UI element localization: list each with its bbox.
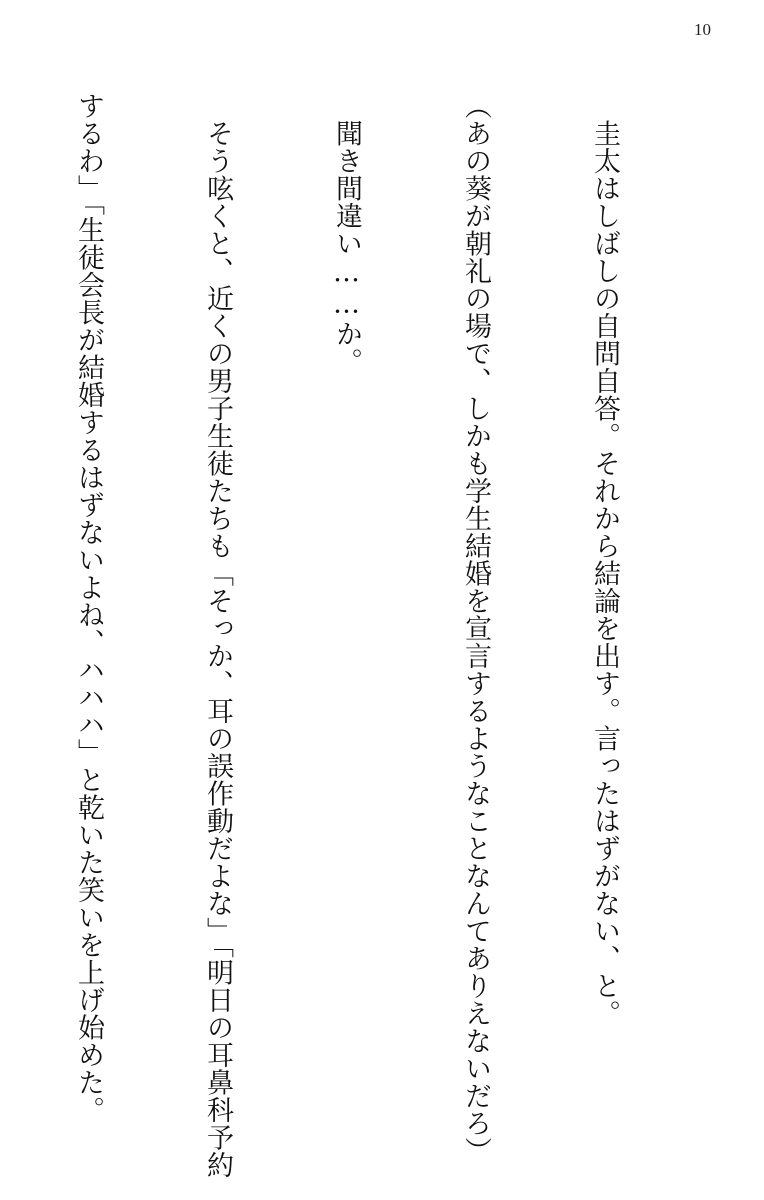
text-line: （あの葵が朝礼の場で、しかも学生結婚を宣言するようなことなんてありえないだろ） xyxy=(460,92,491,1165)
vertical-text-block xyxy=(32,92,712,1182)
page-number: 10 xyxy=(694,20,711,39)
text-line: そう呟くと、近くの男子生徒たちも「そっか、耳の誤作動だよな」「明日の耳鼻科予約 xyxy=(202,92,233,1179)
text-line: 聞き間違い……か。 xyxy=(331,92,362,375)
text-line: 圭太はしばしの自問自答。それから結論を出す。言ったはずがない、と。 xyxy=(589,92,620,1027)
text-line: するわ」「生徒会長が結婚するはずないよね、ハハハ」と乾いた笑いを上げ始めた。 xyxy=(73,92,104,1124)
